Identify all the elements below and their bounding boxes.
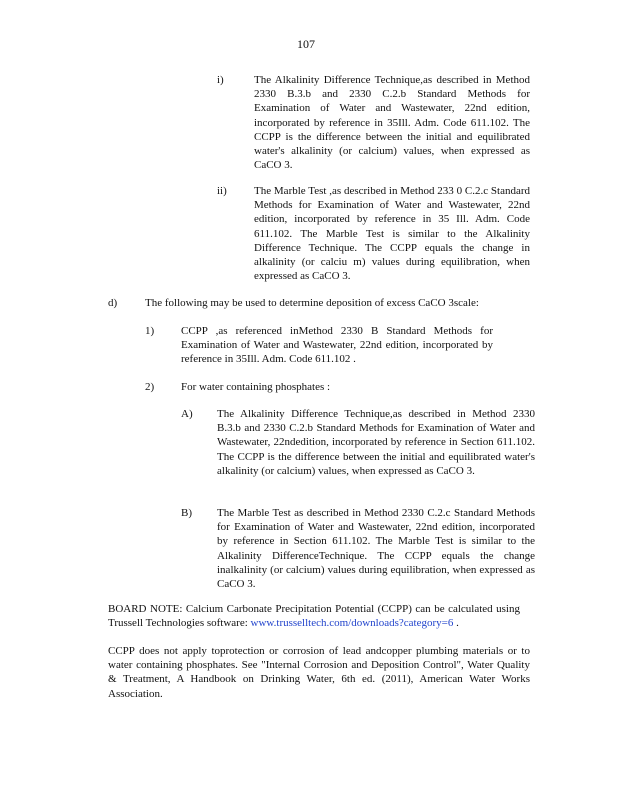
item-A-text: The Alkalinity Difference Technique,as described in Method 2330 B.3.b and 2330 C.2.b Standard Methods for Examination of Water and Wastewater, 22ndedition, incorporated by reference in Section 611.102. The CCPP is the difference between the initial and equilibrated water's alkalinity (or calcium) values, when expressed as CaCO 3. — [217, 408, 535, 477]
trusselltech-link[interactable]: www.trusselltech.com/downloads?category=6 — [250, 617, 454, 630]
ccpp-note: CCPP does not apply toprotection or corrosion of lead andcopper plumbing materials or to water containing phosphates. See "Internal Corrosion and Deposition Control", Water Quality & Treatment, A Handbook on Drinking Water, 6th ed. (2011), American Water Works Association. — [108, 645, 530, 700]
item-2-text: For water containing phosphates : — [181, 381, 331, 393]
item-i-label: i) — [217, 74, 224, 86]
item-d-label: d) — [108, 297, 118, 309]
item-d-text: The following may be used to determine deposition of excess CaCO 3scale: — [145, 297, 479, 309]
item-A-label: A) — [181, 408, 193, 420]
item-ii-text: The Marble Test ,as described in Method 233 0 C.2.c Standard Methods for Examination of Water and Wastewater, 22nd edition, incorporated by reference in 35 Ill. Adm. Code 611.102. The Marble Test is similar to the Alkalinity Difference Technique. The CCPP equals the change in alkalinity (or calciu m) values during equilibration, when expressed as CaCO 3. — [254, 185, 530, 283]
board-note-text: BOARD NOTE: Calcium Carbonate Precipitation Potential (CCPP) can be calculated using Trussell Technologies software: — [108, 603, 520, 630]
board-note-end: . — [456, 617, 459, 630]
item-i-text: The Alkalinity Difference Technique,as described in Method 2330 B.3.b and 2330 C.2.b Standard Methods for Examination of Water and Wastewater, 22nd edition, incorporated by reference in 35Ill. Adm. Code 611.102. The CCPP is the difference between the initial and equilibrated water's alkalinity (or calcium) values, when expressed as CaCO 3. — [254, 74, 530, 172]
item-1-text: CCPP ,as referenced inMethod 2330 B Standard Methods for Examination of Water and Wastewater, 22nd edition, incorporated by reference in 35Ill. Adm. Code 611.102 . — [181, 325, 493, 366]
item-2-label: 2) — [145, 381, 155, 393]
page-number: 107 — [297, 37, 315, 51]
board-note — [108, 602, 520, 630]
item-B-text: The Marble Test as described in Method 2330 C.2.c Standard Methods for Examination of Water and Wastewater, 22nd edition, incorporated by reference in Section 611.102. The Marble Test is similar to the Alkalinity DifferenceTechnique. The CCPP equals the change inalkalinity (or calcium) values during equilibration, when expressed as CaCO 3. — [217, 507, 535, 591]
item-1-label: 1) — [145, 325, 155, 337]
item-ii-label: ii) — [217, 185, 227, 197]
item-B-label: B) — [181, 507, 192, 519]
